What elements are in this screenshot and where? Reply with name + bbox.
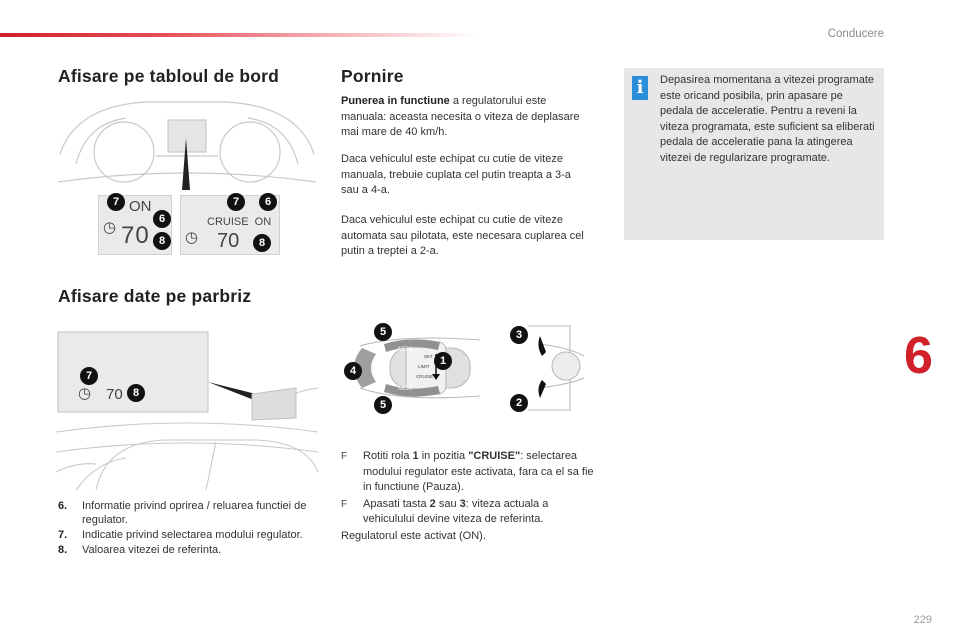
callout-6: 6	[153, 210, 171, 228]
display-state-cruise: CRUISE ON	[207, 216, 272, 228]
stalk-label-mem: MEM	[398, 347, 412, 353]
cluster-display-cruise-on	[180, 195, 280, 255]
callout-8: 8	[253, 234, 271, 252]
callout-3: 3	[510, 326, 528, 344]
stalk-label-set: SET	[424, 354, 433, 359]
legend-item: 7. Indicatie privind selectarea modului regulator.	[58, 529, 303, 541]
callout-5-top: 5	[374, 323, 392, 341]
step-item: F Apasati tasta 2 sau 3: viteza actuala a vehiculului devine viteza de referinta.	[341, 497, 549, 525]
header-accent-bar	[0, 33, 480, 37]
section-title-dashboard: Afisare pe tabloul de bord	[58, 66, 280, 86]
display-speed: 70	[121, 222, 150, 249]
callout-7: 7	[80, 367, 98, 385]
steps-list	[341, 449, 601, 529]
step-item: F Rotiti rola 1 in pozitia "CRUISE": selectarea modului regulator este activata, fara ca el sa fie in functiune (Pauza).	[341, 450, 594, 493]
callout-2: 2	[510, 394, 528, 412]
hud-speed: 70	[106, 386, 123, 403]
chapter-number: 6	[904, 327, 933, 385]
paragraph-automatic-gearbox: Daca vehiculul este echipat cu cutie de viteze automata sau pilotata, este necesara cuplarea cel putin a treptei a 2-a.	[341, 214, 584, 257]
paragraph-manual-gearbox: Daca vehiculul este echipat cu cutie de viteze manuala, trebuie cuplata cel putin treapta a 3-a sau a 4-a.	[341, 153, 571, 196]
info-box	[624, 68, 884, 240]
callout-7: 7	[227, 193, 245, 211]
callout-8: 8	[153, 232, 171, 250]
speedometer-icon: ◷	[78, 385, 92, 402]
speedometer-icon: ◷	[185, 229, 199, 246]
chapter-title: Conducere	[827, 28, 884, 40]
callout-7: 7	[107, 193, 125, 211]
instrument-cluster-illustration	[56, 94, 318, 194]
cluster-display-on	[98, 195, 172, 255]
stalk-label-mem: MEM	[398, 386, 412, 392]
display-state-on: ON	[129, 198, 152, 215]
legend-item: 8. Valoarea vitezei de referinta.	[58, 544, 222, 556]
info-icon: i	[632, 76, 648, 100]
windscreen-hud-illustration	[56, 322, 318, 492]
paragraph-activation: Punerea in functiune a regulatorului este manuala: aceasta necesita o viteza de deplasare mai mare de 40 km/h.	[341, 95, 580, 138]
display-speed: 70	[217, 230, 240, 252]
info-text: Depasirea momentana a vitezei programate este oricand posibila, prin apasare pe pedala de acceleratie. Pentru a reveni la viteza programata, este suficient sa eliberati pedala de acceleratie pana la atingerea vitezei de regularizare programate.	[660, 74, 875, 164]
callout-4: 4	[344, 362, 362, 380]
callout-5-bottom: 5	[374, 396, 392, 414]
callout-8: 8	[127, 384, 145, 402]
page-number: 229	[913, 614, 932, 626]
section-title-start: Pornire	[341, 66, 404, 86]
section-title-windscreen: Afisare date pe parbriz	[58, 286, 252, 306]
stalk-label-limit: LIMIT	[418, 364, 430, 369]
stalk-label-cruise: CRUISE	[416, 374, 434, 379]
legend-item: 6. Informatie privind oprirea / reluarea functiei de regulator.	[58, 500, 307, 526]
speedometer-icon: ◷	[103, 219, 117, 236]
callout-1: 1	[434, 352, 452, 370]
paragraph-activated: Regulatorul este activat (ON).	[341, 530, 486, 542]
callout-6: 6	[259, 193, 277, 211]
legend-list	[58, 499, 320, 558]
